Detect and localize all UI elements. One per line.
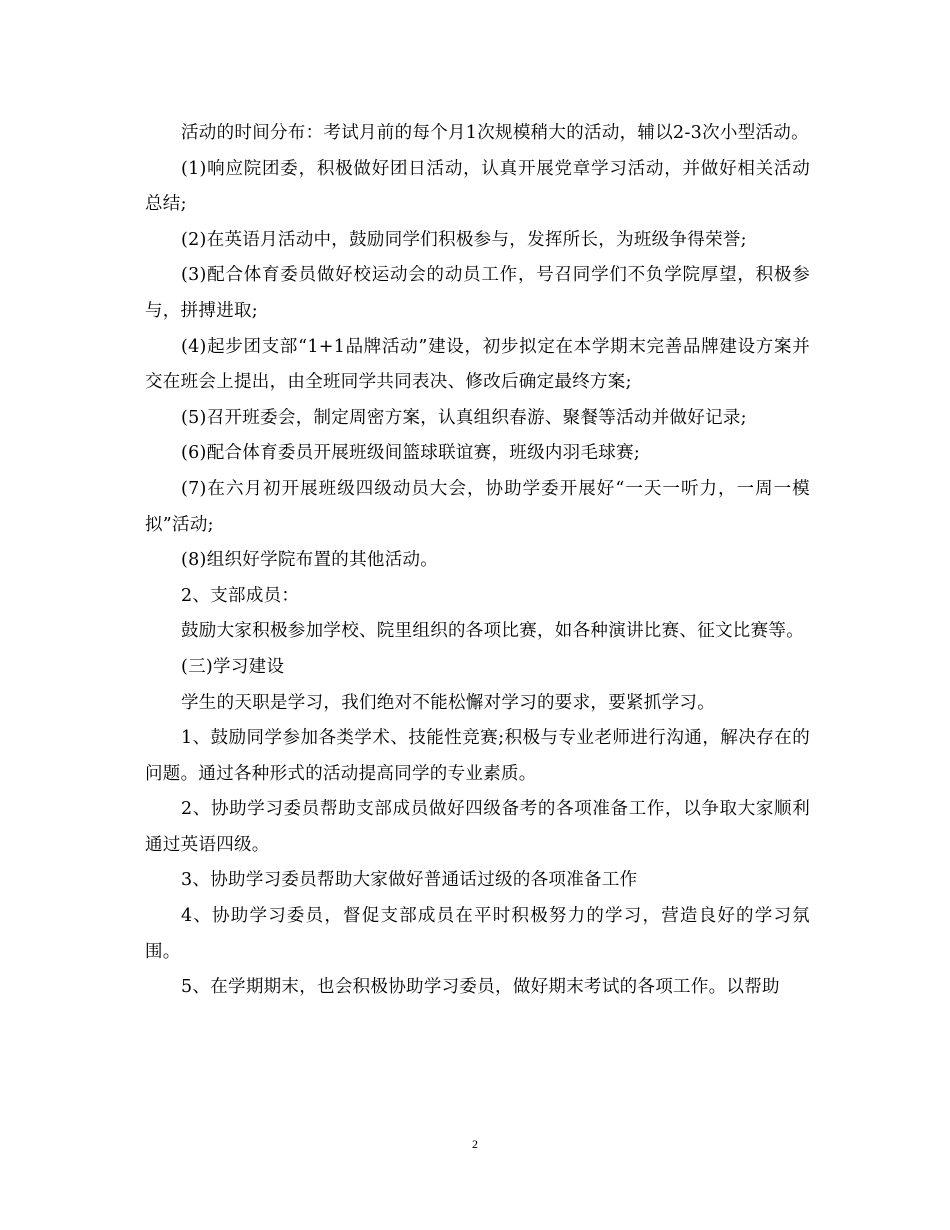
paragraph-item-1: (1)响应院团委，积极做好团日活动，认真开展党章学习活动，并做好相关活动总结; (145, 158, 810, 215)
paragraph-study-5: 5、在学期期末，也会积极协助学习委员，做好期末考试的各项工作。以帮助 (181, 977, 780, 998)
paragraph-study-3: 3、协助学习委员帮助大家做好普通话过级的各项准备工作 (181, 870, 638, 891)
paragraph-study-intro: 学生的天职是学习，我们绝对不能松懈对学习的要求，要紧抓学习。 (181, 692, 715, 713)
paragraph-item-3: (3)配合体育委员做好校运动会的动员工作，号召同学们不负学院厚望，积极参与，拼搏进取; (145, 265, 810, 321)
paragraph-item-7: (7)在六月初开展班级四级动员大会，协助学委开展好“一天一听力，一周一模拟”活动; (145, 478, 810, 535)
document-body (145, 116, 810, 1006)
paragraph-time-distribution: 活动的时间分布：考试月前的每个月1次规模稍大的活动，辅以2-3次小型活动。 (181, 123, 809, 143)
paragraph-item-6: (6)配合体育委员开展班级间篮球联谊赛，班级内羽毛球赛; (181, 443, 641, 464)
paragraph-members: 鼓励大家积极参加学校、院里组织的各项比赛，如各种演讲比赛、征文比赛等。 (181, 621, 804, 642)
paragraph-study-1: 1、鼓励同学参加各类学术、技能性竞赛;积极与专业老师进行沟通，解决存在的问题。通过各种形式的活动提高同学的专业素质。 (145, 728, 810, 784)
page-number: 2 (472, 1137, 478, 1151)
paragraph-item-8: (8)组织好学院布置的其他活动。 (181, 550, 439, 571)
paragraph-study-4: 4、协助学习委员，督促支部成员在平时积极努力的学习，营造良好的学习氛围。 (145, 906, 810, 962)
section-heading-study: (三)学习建设 (181, 656, 285, 677)
paragraph-item-4: (4)起步团支部“1+1品牌活动”建设，初步拟定在本学期末完善品牌建设方案并交在班会上提出，由全班同学共同表决、修改后确定最终方案; (145, 336, 810, 393)
section-heading-members: 2、支部成员： (181, 585, 300, 606)
paragraph-study-2: 2、协助学习委员帮助支部成员做好四级备考的各项准备工作，以争取大家顺利通过英语四级。 (145, 799, 810, 855)
paragraph-item-5: (5)召开班委会，制定周密方案，认真组织春游、聚餐等活动并做好记录; (181, 407, 747, 428)
paragraph-item-2: (2)在英语月活动中，鼓励同学们积极参与，发挥所长，为班级争得荣誉; (181, 229, 747, 250)
